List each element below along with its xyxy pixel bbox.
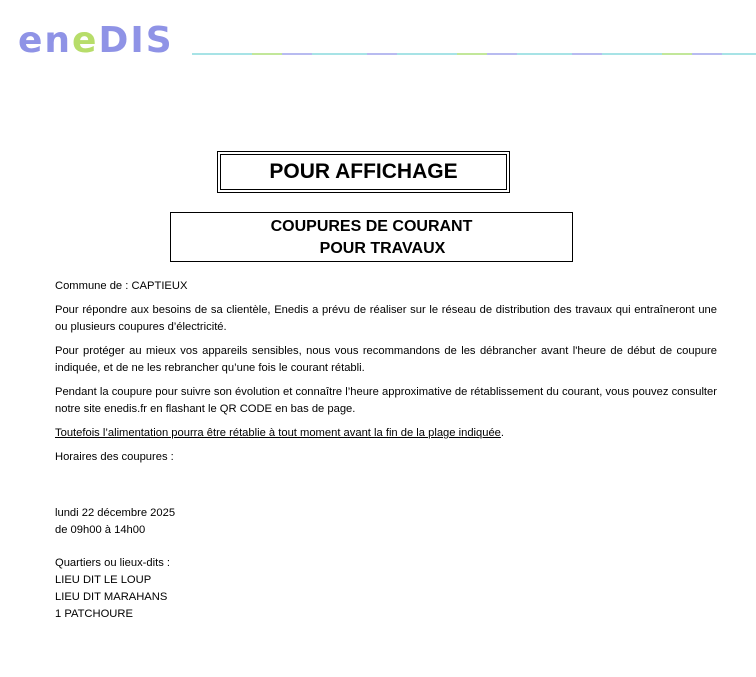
horaires-label: Horaires des coupures :	[55, 451, 174, 463]
outage-date: lundi 22 décembre 2025	[55, 507, 176, 519]
commune-line: Commune de : CAPTIEUX	[55, 280, 188, 292]
paragraph-followup: Pendant la coupure pour suivre son évolution et connaître l’heure approximative de rétablissement du courant, vous pouvez consulter notre site enedis.fr en flashant le QR CODE en bas de page.	[55, 386, 717, 415]
notice-end: .	[500, 427, 505, 439]
quartiers-label: Quartiers ou lieux-dits :	[55, 557, 171, 569]
notice-underlined: Toutefois l’alimentation pourra être rétablie à tout moment avant la fin de la plage indiquée	[55, 427, 501, 439]
paragraph-intro: Pour répondre aux besoins de sa clientèle, Enedis a prévu de réaliser sur le réseau de distribution des travaux qui entraîneront une ou plusieurs coupures d’électricité.	[55, 304, 717, 333]
page-title	[217, 151, 510, 193]
page-title-text: POUR AFFICHAGE	[269, 160, 458, 183]
header-divider	[192, 53, 756, 55]
subtitle-line1: COUPURES DE COURANT	[270, 218, 473, 235]
place-item: LIEU DIT MARAHANS	[55, 591, 168, 603]
place-item: LIEU DIT LE LOUP	[55, 574, 152, 586]
subtitle-box	[170, 212, 573, 262]
enedis-logo-text: eneDIS	[18, 20, 174, 61]
subtitle-line2: POUR TRAVAUX	[319, 240, 446, 257]
paragraph-notice	[55, 425, 717, 442]
place-item: 1 PATCHOURE	[55, 608, 133, 620]
outage-time: de 09h00 à 14h00	[55, 524, 146, 536]
paragraph-appliances: Pour protéger au mieux vos appareils sensibles, nous vous recommandons de les débrancher avant l'heure de début de coupure indiquée, et de ne les rebrancher qu’une fois le courant rétabli.	[55, 345, 717, 374]
enedis-logo	[18, 22, 188, 60]
notice-body	[55, 278, 717, 623]
